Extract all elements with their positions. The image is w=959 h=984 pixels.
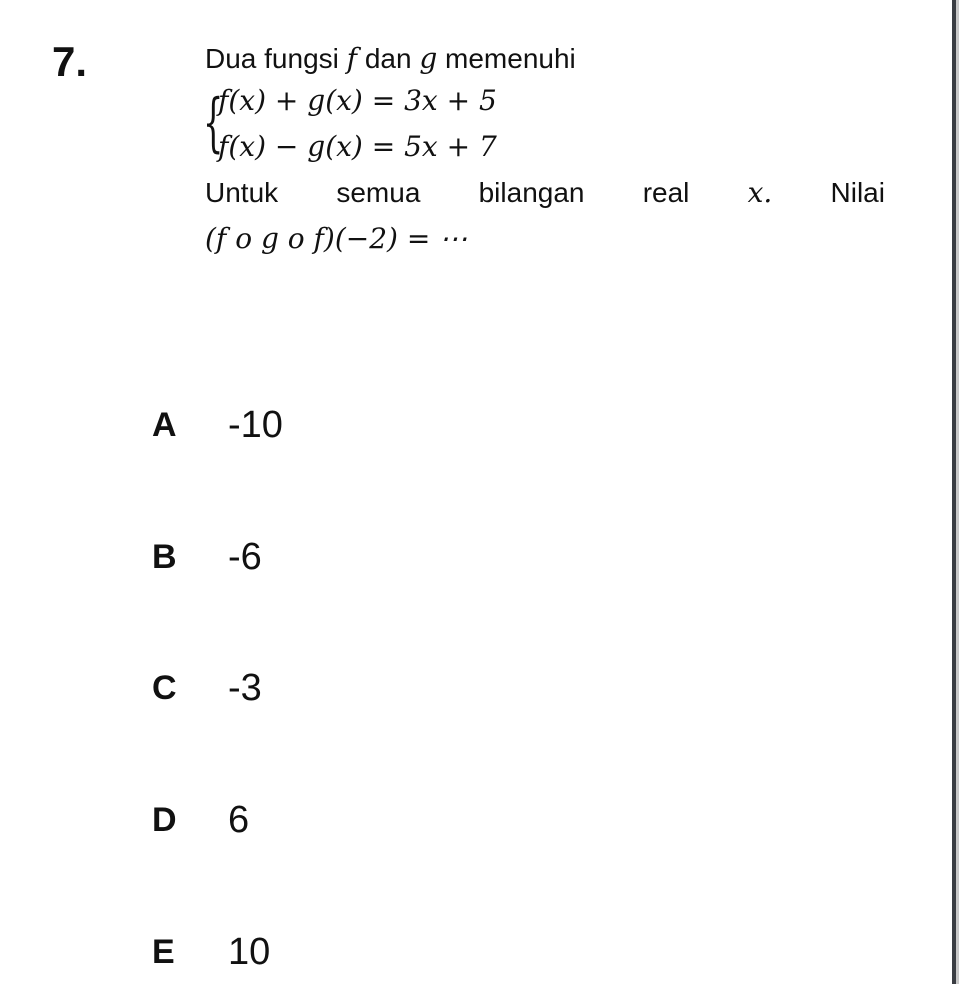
option-e[interactable]	[152, 928, 270, 976]
option-letter: C	[152, 668, 177, 707]
question-number: 7.	[52, 38, 88, 85]
intro-text: dan	[364, 43, 412, 74]
option-value: -6	[228, 535, 262, 578]
option-c[interactable]	[152, 664, 262, 712]
option-value: 10	[228, 930, 271, 973]
option-letter: E	[152, 932, 175, 971]
equation-2: f(x) − g(x) = 5x + 7	[218, 130, 497, 163]
option-value: 6	[228, 798, 250, 841]
option-d[interactable]	[152, 796, 249, 844]
question-intro	[205, 42, 576, 76]
equation-1: f(x) + g(x) = 3x + 5	[218, 84, 497, 117]
system-brace: {	[203, 86, 224, 160]
option-letter: D	[152, 800, 177, 839]
option-letter: A	[152, 405, 177, 444]
option-letter: B	[152, 537, 177, 576]
intro-text: Dua fungsi	[205, 43, 339, 74]
function-f: f	[346, 42, 358, 75]
variable-x: x.	[747, 176, 773, 209]
word: real	[642, 177, 690, 208]
option-value: -10	[228, 403, 283, 446]
function-g: g	[419, 42, 438, 75]
word: Nilai	[830, 177, 885, 208]
option-value: -3	[228, 666, 262, 709]
word: semua	[336, 177, 421, 208]
word: Untuk	[205, 177, 279, 208]
expression: (f o g o f)(−2) = ⋯	[205, 222, 468, 255]
option-b[interactable]	[152, 533, 262, 581]
option-a[interactable]	[152, 401, 283, 449]
word: bilangan	[478, 177, 585, 208]
condition-line	[205, 176, 885, 210]
intro-text: memenuhi	[445, 43, 576, 74]
